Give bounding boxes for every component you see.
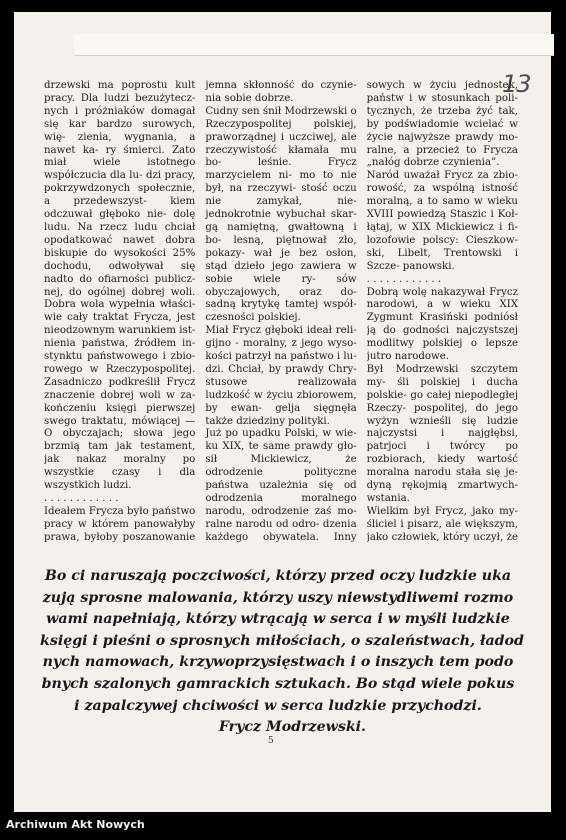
archive-label: Archiwum Akt Nowych xyxy=(6,818,145,831)
paper-strip xyxy=(74,34,554,56)
quote-line: bnych szalonych gamrackich sztukach. Bo stąd wiele pokus xyxy=(41,675,515,692)
paragraph: Już po upadku Polski, w wie- ku XIX, te same prawdy gło- sił Mickiewicz, że odrodzenie polityczne państwa uzależnia się od odrodzenia moralnego narodu, odrodzenie zaś mo- ralne narodu od odro- dzenia każdego obywatela. Inny xyxy=(205,428,357,542)
paragraph: Był Modrzewski szczytem my- śli polskiej i ducha polskie- go całej niepodległej Rzeczy- pospolitej, do jego wyżyn wznieśli się ludzie najczystsi i najgłębsi, patrjoci i twórcy po rozbiorach, kiedy wartość moralna narodu stała się je- dyną rękojmią zmartwych- wstania. xyxy=(366,363,518,504)
paragraph: Ideałem Frycza było państwo pracy w którem panowałyby prawa, byłoby poszanowanie xyxy=(44,505,196,542)
quote-author: Frycz Modrzewski. xyxy=(218,719,366,736)
quote-block xyxy=(40,566,524,739)
text-columns xyxy=(44,80,518,542)
ellipsis-separator: . . . . . . . . . . . . xyxy=(366,273,442,285)
paragraph: Cudny sen śnił Modrzewski o Rzeczypospolitej polskiej, praworządnej i uczciwej, ale rzeczywistość kłamała mu bo- leśnie. Frycz marzycielem ni- mo to nie był, na rzeczywi- stość oczu nie zamykał, nie- jednokrotnie wybuchał skar- gą namiętną, gwałtowną i bo- lesną, piętnował zło, pokazy- wał je bez osłon, stąd dzieło jego zawiera w sobie wiele ry- sów obyczajowych, oraz do- sadną krytykę tamtej współ- czesności polskiej. xyxy=(205,105,357,324)
quote-line: zują sprosne malowania, którzy uszy niewstydliwemi rozmo xyxy=(42,589,514,606)
quote-line: księgi i pieśni o sprosnych miłościach, o szaleństwach, ładod xyxy=(40,632,524,649)
archive-footer-bar xyxy=(0,812,566,840)
paragraph: Wielkim był Frycz, jako my- śliciel i pisarz, ale większym, jako człowiek, który uczył, że xyxy=(366,505,518,542)
paragraph: Naród uważał Frycz za zbio- rowość, za wspólną istność moralną, a to samo w wieku XVIII powiedzą Staszic i Koł- łątaj, w XIX Mickiewicz i fi- lozofowie polscy: Cieszkow- ski, Libelt, Trentowski i Szcze- panowski. xyxy=(366,170,518,272)
paragraph: Dobrą wolę nakazywał Frycz narodowi, a w wieku XIX Zygmunt Krasiński podniósł ją do godności najczystszej modlitwy polskiej o lepsze jutro narodowe. xyxy=(366,286,518,363)
paragraph: jemna skłonność do czynie- nia sobie dobrze. xyxy=(205,80,357,104)
paragraph: sowych w życiu jednostek, państw i w stosunkach poli- tycznych, że trzeba żyć tak, by podświadomie wcielać w życie najwyższe prawdy mo- ralne, a przecież to Frycza „nałóg dobrze czynienia”. xyxy=(366,80,518,169)
quote-line: Bo ci naruszają poczciwości, którzy przed oczy ludzkie uka xyxy=(44,568,512,584)
column-1 xyxy=(44,80,195,542)
ellipsis-separator: . . . . . . . . . . . . xyxy=(44,493,119,504)
pencil-annotation-number: 13 xyxy=(502,70,531,98)
column-3 xyxy=(367,80,518,542)
page-number: 5 xyxy=(268,736,274,746)
quote-line: wami napełniają, którzy wtrącają w serca i w myśli ludzkie xyxy=(46,611,510,628)
quote-line: i zapalczywej chciwości w serca ludzkie przychodzi. xyxy=(74,697,482,714)
quote-line: nych namowach, krzywoprzysięstwach i o inszych tem podo xyxy=(42,654,514,671)
paragraph: Miał Frycz głęboki ideał reli- gijno - moralny, z jego wyso- kości patrzył na państwo i lu- dzi. Chciał, by prawdy Chry- stusowe realizowała ludzkość w życiu zbiorowem, by ewan- gelja sięgnęła także dziedziny polityki. xyxy=(205,325,357,427)
paragraph: drzewski ma poprostu kult pracy. Dla ludzi bezużytecz- nych i próżniaków domagał się kar bardzo surowych, wię- zienia, wygnania, a nawet ka- ry śmierci. Zato miał wiele istotnego współczucia dla lu- dzi pracy, pokrzywdzonych społecznie, a przedewszyst- kiem odczuwał głęboko nie- dolę ludu. Na rzecz ludu chciał opodatkować nawet dobra biskupie do wysokości 25% dochodu, odwoływał się nadto do ofiarności publicz- nej, do ogólnej dobrej woli. Dobra wola wypełnia właści- wie cały traktat Frycza, jest nieodzownym warunkiem ist- nienia państwa, źródłem in- stynktu państwowego i zbio- rowego w Rzeczypospolitej. Zasadniczo podkreślił Frycz znaczenie dobrej woli w za- kończeniu księgi pierwszej swego traktatu, mówiącej — O obyczajach; słowa jego brzmią tam jak testament, jak nakaz moralny po wszystkie czasy i dla wszystkich ludzi. xyxy=(44,80,196,492)
column-2 xyxy=(205,80,356,542)
